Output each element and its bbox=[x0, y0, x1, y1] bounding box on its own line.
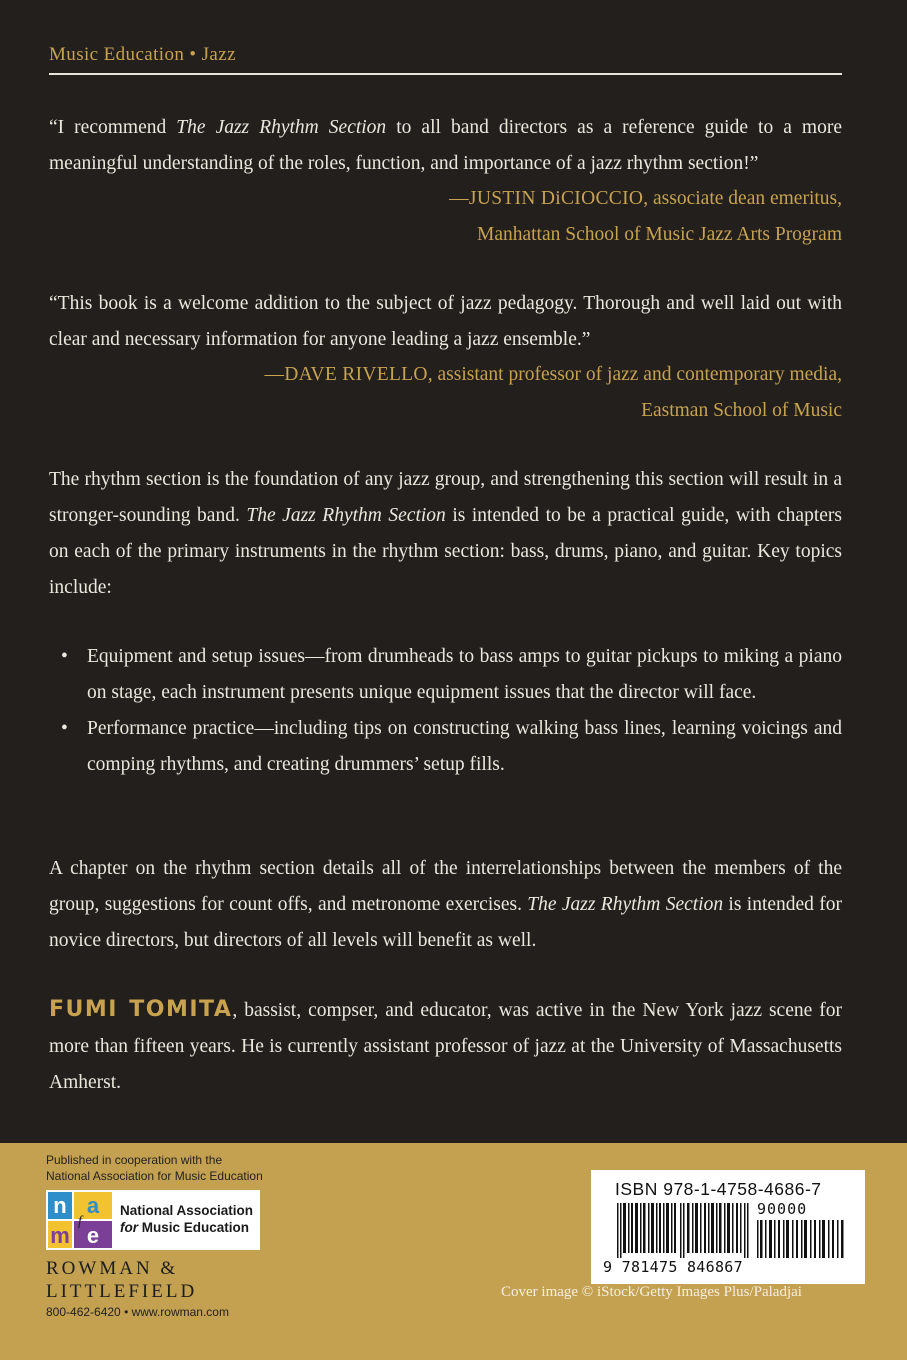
attribution-name: —JUSTIN DiCIOCCIO bbox=[449, 188, 644, 209]
publication-note-line: Published in cooperation with the bbox=[46, 1153, 223, 1167]
header-rule bbox=[49, 73, 842, 75]
attribution-rivello bbox=[49, 357, 842, 429]
category-label: Music Education • Jazz bbox=[49, 44, 236, 65]
price-code: 90000 bbox=[757, 1200, 808, 1218]
publication-note-line: National Association for Music Education bbox=[46, 1169, 263, 1183]
list-item bbox=[49, 639, 842, 711]
author-bio bbox=[49, 992, 842, 1101]
quote-rivello: “This book is a welcome addition to the subject of jazz pedagogy. Thorough and well laid out with clear and necessary information for anyone leading a jazz ensemble.” bbox=[49, 293, 842, 350]
publisher-logo bbox=[46, 1257, 197, 1303]
isbn-label: ISBN 978-1-4758-4686-7 bbox=[615, 1179, 822, 1199]
cover-credit: Cover image © iStock/Getty Images Plus/Paladjai bbox=[501, 1284, 802, 1300]
author-name: FUMI TOMITA bbox=[49, 997, 233, 1022]
nafme-name-line: National Association bbox=[120, 1203, 254, 1218]
attribution-role: , assistant professor of jazz and contemporary media, bbox=[427, 364, 842, 385]
description-text: is intended for novice directors, but directors of all levels will benefit as well. bbox=[49, 894, 842, 951]
ean-barcode bbox=[617, 1203, 751, 1258]
attribution-institution: Eastman School of Music bbox=[641, 400, 842, 421]
author-bio-text: , bassist, compser, and educator, was active in the New York jazz scene for more than fifteen years. He is currently assistant professor of jazz at the University of Massachusetts Amherst. bbox=[49, 1000, 842, 1093]
attribution-role: , associate dean emeritus, bbox=[643, 188, 842, 209]
nafme-letter: f bbox=[78, 1214, 82, 1229]
nafme-logo-box bbox=[46, 1190, 260, 1250]
book-title-ref: The Jazz Rhythm Section bbox=[527, 894, 724, 915]
description-paragraph-1 bbox=[49, 462, 842, 606]
attribution-institution: Manhattan School of Music Jazz Arts Program bbox=[476, 224, 842, 245]
book-title-ref: The Jazz Rhythm Section bbox=[176, 117, 387, 138]
nafme-letter: e bbox=[86, 1223, 100, 1248]
attribution-diciccio bbox=[49, 181, 842, 253]
bullet-marker: • bbox=[61, 646, 68, 667]
quote-diciccio bbox=[49, 110, 842, 182]
description-text: A chapter on the rhythm section details all of the interrelationships between the members of the group, suggestions for count offs, and metronome exercises. bbox=[49, 858, 842, 915]
publisher-contact: 800-462-6420 • www.rowman.com bbox=[46, 1305, 229, 1319]
bullet-text: Performance practice—including tips on constructing walking bass lines, learning voicings and comping rhythms, and creating drummers’ setup fills. bbox=[87, 718, 842, 775]
nafme-letter: m bbox=[50, 1223, 70, 1248]
nafme-letter: n bbox=[53, 1193, 67, 1218]
publisher-line: ROWMAN & bbox=[46, 1258, 179, 1279]
key-topics-list bbox=[49, 639, 842, 783]
list-item bbox=[49, 711, 842, 783]
footer-band bbox=[0, 1143, 907, 1360]
nafme-logo bbox=[46, 1190, 114, 1250]
nafme-letter: a bbox=[86, 1193, 100, 1218]
quote-rest: to all band directors as a reference guide to a more meaningful understanding of the roles, function, and importance of a jazz rhythm section!” bbox=[49, 117, 842, 174]
quote-lead: “I recommend bbox=[49, 117, 177, 138]
barcode-digits: 9 781475 846867 bbox=[603, 1258, 743, 1276]
nafme-name-line: Music Education bbox=[138, 1220, 250, 1235]
nafme-name bbox=[120, 1202, 253, 1236]
addon-barcode bbox=[757, 1220, 847, 1258]
attribution-name: —DAVE RIVELLO bbox=[264, 364, 428, 385]
bullet-text: Equipment and setup issues—from drumheads to bass amps to guitar pickups to miking a piano on stage, each instrument presents unique equipment issues that the director will face. bbox=[87, 646, 842, 703]
bullet-marker: • bbox=[61, 718, 68, 739]
description-paragraph-2 bbox=[49, 851, 842, 959]
book-title-ref: The Jazz Rhythm Section bbox=[246, 505, 446, 526]
description-text: The rhythm section is the foundation of any jazz group, and strengthening this section will result in a stronger-sounding band. bbox=[49, 469, 842, 526]
publisher-line: LITTLEFIELD bbox=[46, 1281, 198, 1302]
description-text: is intended to be a practical guide, with chapters on each of the primary instruments in the rhythm section: bass, drums, piano, and guitar. Key topics include: bbox=[49, 505, 842, 598]
publication-note bbox=[46, 1152, 263, 1184]
nafme-for: for bbox=[120, 1220, 138, 1235]
barcode-box bbox=[591, 1170, 865, 1284]
